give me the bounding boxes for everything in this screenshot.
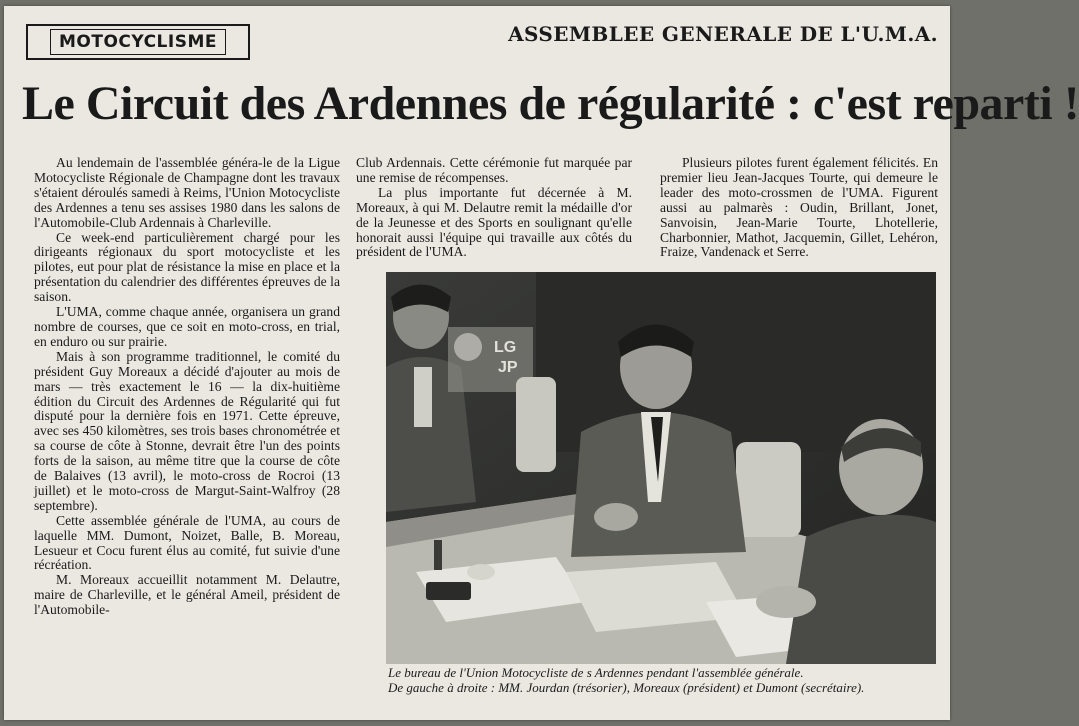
watermark-text-2: JP (498, 359, 518, 376)
caption-line: Le bureau de l'Union Motocycliste de s Ardennes pendant l'assemblée générale. (388, 665, 804, 680)
article-column-1 (34, 156, 340, 718)
headline: Le Circuit des Ardennes de régularité : c'est reparti ! (22, 77, 1079, 130)
section-label-box (26, 24, 250, 60)
paragraph: La plus importante fut décernée à M. Moreaux, à qui M. Delautre remit la médaille d'or de la Jeunesse et des Sports en soulignant qu'elle honorait aussi l'équipe qui travaille aux côtés du président de l'UMA. (356, 184, 632, 260)
article-column-2 (356, 156, 632, 260)
paragraph: Cette assemblée générale de l'UMA, au cours de laquelle MM. Dumont, Noizet, Balle, B. Moreau, Lesueur et Cocu furent élus au comité, fut suivie d'une récréation. (34, 512, 340, 573)
caption-line: De gauche à droite : MM. Jourdan (trésorier), Moreaux (président) et Dumont (secrétaire). (388, 679, 865, 695)
paragraph: Au lendemain de l'assemblée généra-le de la Ligue Motocycliste Régionale de Champagne dont les travaux s'étaient déroulés samedi à Reims, l'Union Motocycliste des Ardennes a tenu ses assises 1980 dans les salons de l'Automobile-Club Ardennais à Charleville. (34, 155, 340, 230)
paragraph: L'UMA, comme chaque année, organisera un grand nombre de courses, que ce soit en moto-cross, en trial, en enduro ou sur prairie. (34, 304, 340, 349)
meeting-photo-illustration (386, 272, 936, 664)
paragraph: Ce week-end particulièrement chargé pour les dirigeants régionaux du sport motocycliste et les pilotes, eut pour plat de résistance la mise en place et la présentation du calendrier des différentes épreuves de la saison. (34, 229, 340, 305)
watermark-text-1: LG (494, 339, 517, 356)
newspaper-clipping (4, 6, 1079, 720)
photo-caption (388, 666, 942, 695)
paragraph: Club Ardennais. Cette cérémonie fut marquée par une remise de récompenses. (356, 155, 632, 185)
article-column-3 (660, 156, 938, 260)
meeting-photo (386, 272, 936, 664)
paragraph: Plusieurs pilotes furent également félicités. En premier lieu Jean-Jacques Tourte, qui demeure le leader des moto-crossmen de l'UMA. Figurent aussi au palmarès : Oudin, Brillant, Jonet, Sanvoisin, Jean-Marie Tourte, Lhotellerie, Charbonnier, Mathot, Jacquemin, Gillet, Lehéron, Fraize, Vandenack et Serre. (660, 155, 938, 260)
paragraph: M. Moreaux accueillit notamment M. Delautre, maire de Charleville, et le général Ameil, président de l'Automobile- (34, 572, 340, 618)
paragraph: Mais à son programme traditionnel, le comité du président Guy Moreaux a décidé d'ajouter au mois de mars — très exactement le 16 — la dix-huitième édition du Circuit des Ardennes de Régularité qui fut disputé pour la dernière fois en 1971. Cette épreuve, avec ses 450 kilomètres, ses trois bases chronométrée et sa course de côte à Stonne, devrait être l'un des points forts de la saison, au même titre que la course de côte de Balaives (13 avril), le moto-cross de Rocroi (13 juillet) et le moto-cross de Margut-Saint-Walfroy (28 septembre). (34, 348, 340, 513)
section-label: MOTOCYCLISME (50, 29, 226, 55)
kicker-title: ASSEMBLEE GENERALE DE L'U.M.A. (508, 22, 938, 46)
